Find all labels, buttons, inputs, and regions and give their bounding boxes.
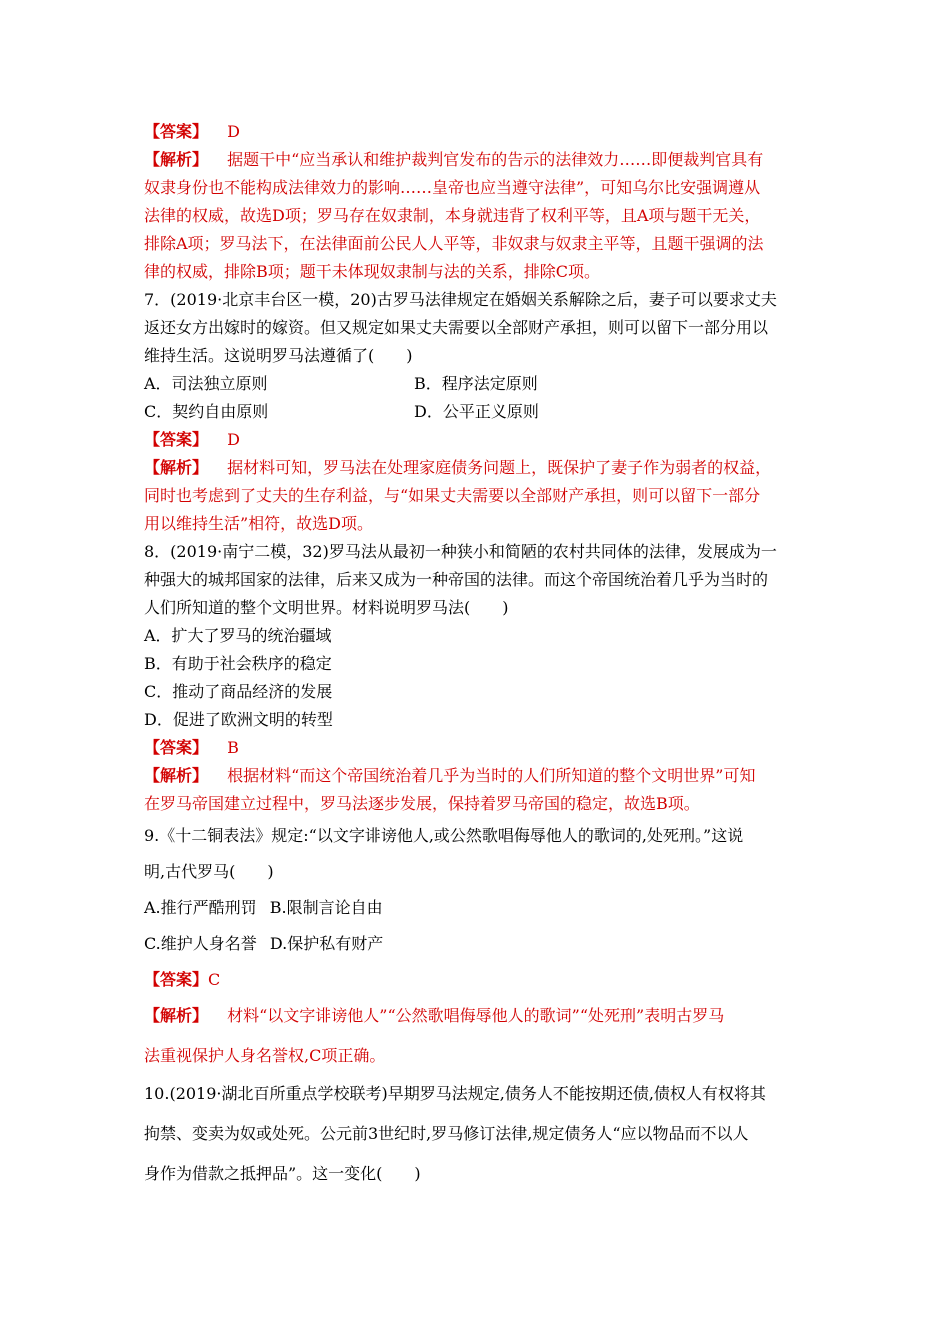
option-d: D.保护私有财产 — [269, 934, 384, 953]
analysis-tag: 【解析】 — [144, 766, 209, 785]
answer-line — [144, 737, 814, 759]
question-stem: 身作为借款之抵押品”。这一变化( ) — [144, 1164, 421, 1183]
answer-line — [144, 121, 814, 143]
option-row — [144, 897, 814, 919]
option-b: B．有助于社会秩序的稳定 — [144, 654, 332, 673]
answer-value: D — [227, 122, 240, 141]
option-row — [144, 401, 814, 423]
question-stem: 明,古代罗马( ) — [144, 862, 274, 881]
option-row — [144, 373, 814, 395]
option-c: C.维护人身名誉 — [144, 934, 257, 953]
analysis-line — [144, 457, 814, 479]
question-stem: 拘禁、变卖为奴或处死。公元前3世纪时,罗马修订法律,规定债务人“应以物品而不以人 — [144, 1124, 749, 1143]
analysis-text: 用以维持生活”相符，故选D项。 — [144, 514, 374, 533]
option-a: A.推行严酷刑罚 — [144, 898, 257, 917]
option-d: D．公平正义原则 — [414, 402, 539, 421]
answer-value: B — [227, 738, 239, 757]
answer-tag: 【答案】 — [144, 430, 209, 449]
analysis-text: 排除A项；罗马法下，在法律面前公民人人平等，非奴隶与奴隶主平等，且题干强调的法 — [144, 234, 764, 253]
option-b: B．程序法定原则 — [414, 374, 538, 393]
analysis-text: 根据材料“而这个帝国统治着几乎为当时的人们所知道的整个文明世界”可知 — [227, 766, 756, 785]
question-stem: 返还女方出嫁时的嫁资。但又规定如果丈夫需要以全部财产承担，则可以留下一部分用以 — [144, 318, 769, 337]
answer-tag: 【答案】 — [144, 738, 209, 757]
answer-line — [144, 969, 814, 991]
option-row — [144, 933, 814, 955]
analysis-text: 据题干中“应当承认和维护裁判官发布的告示的法律效力……即便裁判官具有 — [227, 150, 764, 169]
option-a: A．司法独立原则 — [144, 374, 268, 393]
analysis-text: 律的权威，排除B项；题干未体现奴隶制与法的关系，排除C项。 — [144, 262, 601, 281]
question-stem: 10.(2019·湖北百所重点学校联考)早期罗马法规定,债务人不能按期还债,债权人有权将其 — [144, 1084, 766, 1103]
analysis-text: 法律的权威，故选D项；罗马存在奴隶制，本身就违背了权利平等，且A项与题干无关， — [144, 206, 761, 225]
analysis-text: 奴隶身份也不能构成法律效力的影响……皇帝也应当遵守法律”，可知乌尔比安强调遵从 — [144, 178, 761, 197]
question-stem: 维持生活。这说明罗马法遵循了( ) — [144, 346, 413, 365]
analysis-tag: 【解析】 — [144, 150, 209, 169]
option-c: C．契约自由原则 — [144, 402, 269, 421]
analysis-text: 在罗马帝国建立过程中，罗马法逐步发展，保持着罗马帝国的稳定，故选B项。 — [144, 794, 700, 813]
answer-tag: 【答案】 — [144, 122, 209, 141]
answer-value: D — [227, 430, 240, 449]
analysis-text: 法重视保护人身名誉权,C项正确。 — [144, 1046, 386, 1065]
answer-line — [144, 429, 814, 451]
question-stem: 种强大的城邦国家的法律，后来又成为一种帝国的法律。而这个帝国统治着几乎为当时的 — [144, 570, 769, 589]
analysis-line — [144, 765, 814, 787]
question-stem: 人们所知道的整个文明世界。材料说明罗马法( ) — [144, 598, 509, 617]
question-stem: 9.《十二铜表法》规定:“以文字诽谤他人,或公然歌唱侮辱他人的歌词的,处死刑。”这说 — [144, 826, 744, 845]
analysis-line — [144, 149, 814, 171]
answer-value: C — [208, 970, 221, 989]
option-d: D．促进了欧洲文明的转型 — [144, 710, 333, 729]
analysis-text: 材料“以文字诽谤他人”“公然歌唱侮辱他人的歌词”“处死刑”表明古罗马 — [227, 1006, 725, 1025]
analysis-line — [144, 1005, 814, 1027]
analysis-text: 同时也考虑到了丈夫的生存利益，与“如果丈夫需要以全部财产承担，则可以留下一部分 — [144, 486, 761, 505]
option-b: B.限制言论自由 — [269, 898, 383, 917]
analysis-tag: 【解析】 — [144, 1006, 209, 1025]
question-stem: 7．(2019·北京丰台区一模，20)古罗马法律规定在婚姻关系解除之后，妻子可以要求丈夫 — [144, 290, 777, 309]
option-c: C．推动了商品经济的发展 — [144, 682, 333, 701]
analysis-tag: 【解析】 — [144, 458, 209, 477]
question-stem: 8．(2019·南宁二模，32)罗马法从最初一种狭小和简陋的农村共同体的法律，发展成为一 — [144, 542, 777, 561]
analysis-text: 据材料可知，罗马法在处理家庭债务问题上，既保护了妻子作为弱者的权益， — [227, 458, 772, 477]
answer-tag: 【答案】 — [144, 970, 209, 989]
option-a: A．扩大了罗马的统治疆域 — [144, 626, 332, 645]
